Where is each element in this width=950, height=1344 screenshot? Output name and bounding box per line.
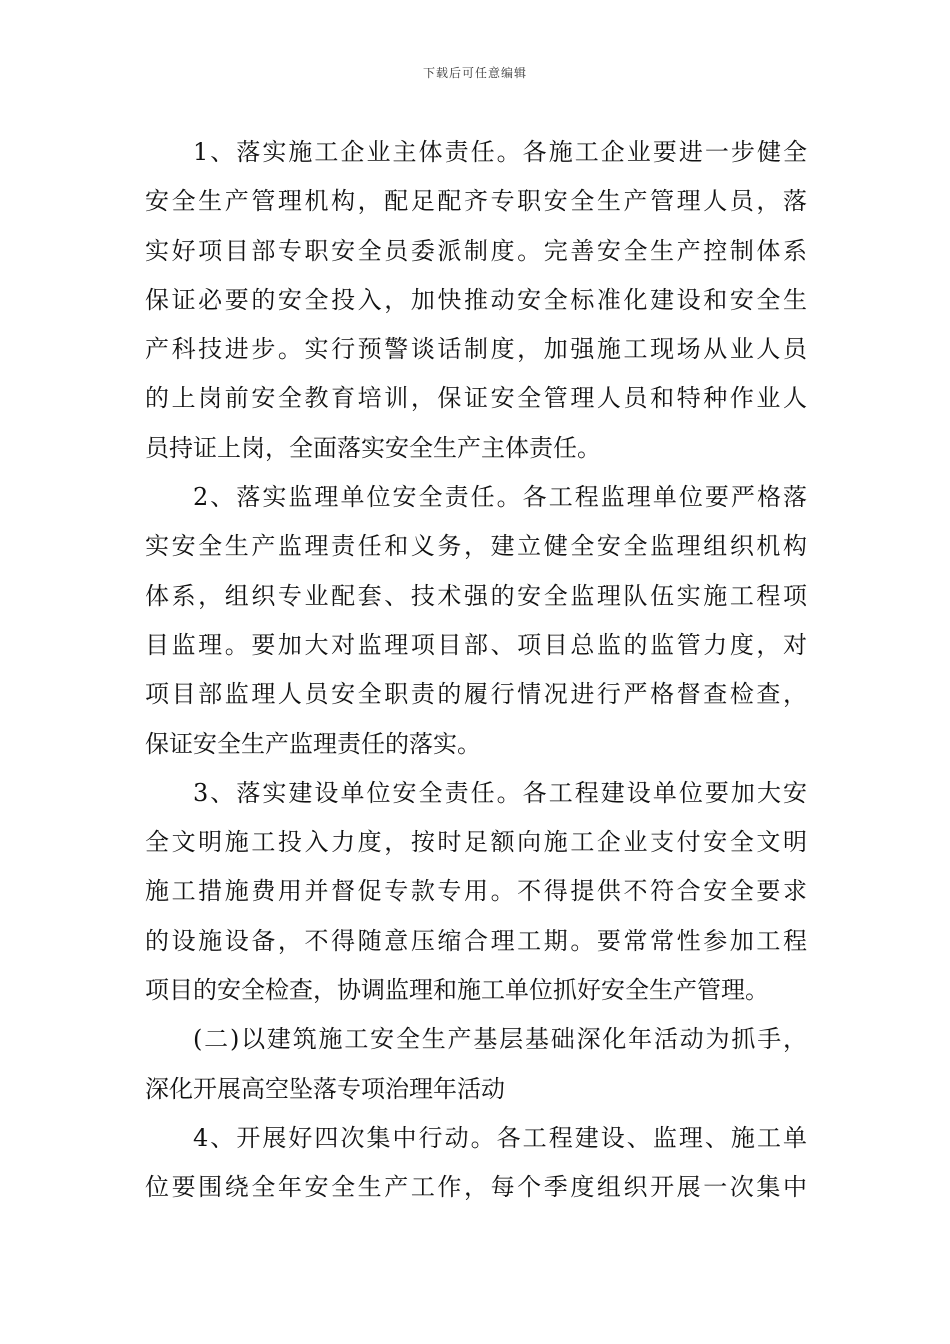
text-line: 位要围绕全年安全生产工作，每个季度组织开展一次集中 (145, 1173, 807, 1202)
text-line: 保证必要的安全投入，加快推动安全标准化建设和安全生 (145, 285, 807, 314)
text-line: 员持证上岗，全面落实安全生产主体责任。 (145, 433, 601, 462)
text-line: 产科技进步。实行预警谈话制度，加强施工现场从业人员 (145, 335, 807, 364)
text-line: (二)以建筑施工安全生产基层基础深化年活动为抓手， (193, 1025, 807, 1054)
text-line: 保证安全生产监理责任的落实。 (145, 729, 481, 758)
text-line: 实安全生产监理责任和义务，建立健全安全监理组织机构 (145, 532, 807, 561)
text-line: 目监理。要加大对监理项目部、项目总监的监管力度，对 (145, 630, 807, 659)
text-line: 安全生产管理机构，配足配齐专职安全生产管理人员，落 (145, 187, 807, 216)
page-header: 下载后可任意编辑 (422, 66, 527, 80)
text-line: 的上岗前安全教育培训，保证安全管理人员和特种作业人 (145, 384, 807, 413)
text-line: 深化开展高空坠落专项治理年活动 (145, 1074, 505, 1103)
text-line: 项目的安全检查，协调监理和施工单位抓好安全生产管理。 (145, 976, 769, 1005)
text-line: 4、开展好四次集中行动。各工程建设、监理、施工单 (193, 1123, 807, 1152)
text-line: 实好项目部专职安全员委派制度。完善安全生产控制体系 (145, 236, 807, 265)
text-line: 3、落实建设单位安全责任。各工程建设单位要加大安 (193, 778, 807, 807)
text-line: 的设施设备，不得随意压缩合理工期。要常常性参加工程 (145, 926, 807, 955)
text-line: 2、落实监理单位安全责任。各工程监理单位要严格落 (193, 483, 807, 512)
text-line: 项目部监理人员安全职责的履行情况进行严格督查检查， (145, 680, 807, 709)
document-body (145, 128, 807, 1213)
text-line: 施工措施费用并督促专款专用。不得提供不符合安全要求 (145, 877, 807, 906)
text-line: 全文明施工投入力度，按时足额向施工企业支付安全文明 (145, 828, 807, 857)
text-line: 体系，组织专业配套、技术强的安全监理队伍实施工程项 (145, 581, 807, 610)
text-line: 1、落实施工企业主体责任。各施工企业要进一步健全 (193, 138, 807, 166)
